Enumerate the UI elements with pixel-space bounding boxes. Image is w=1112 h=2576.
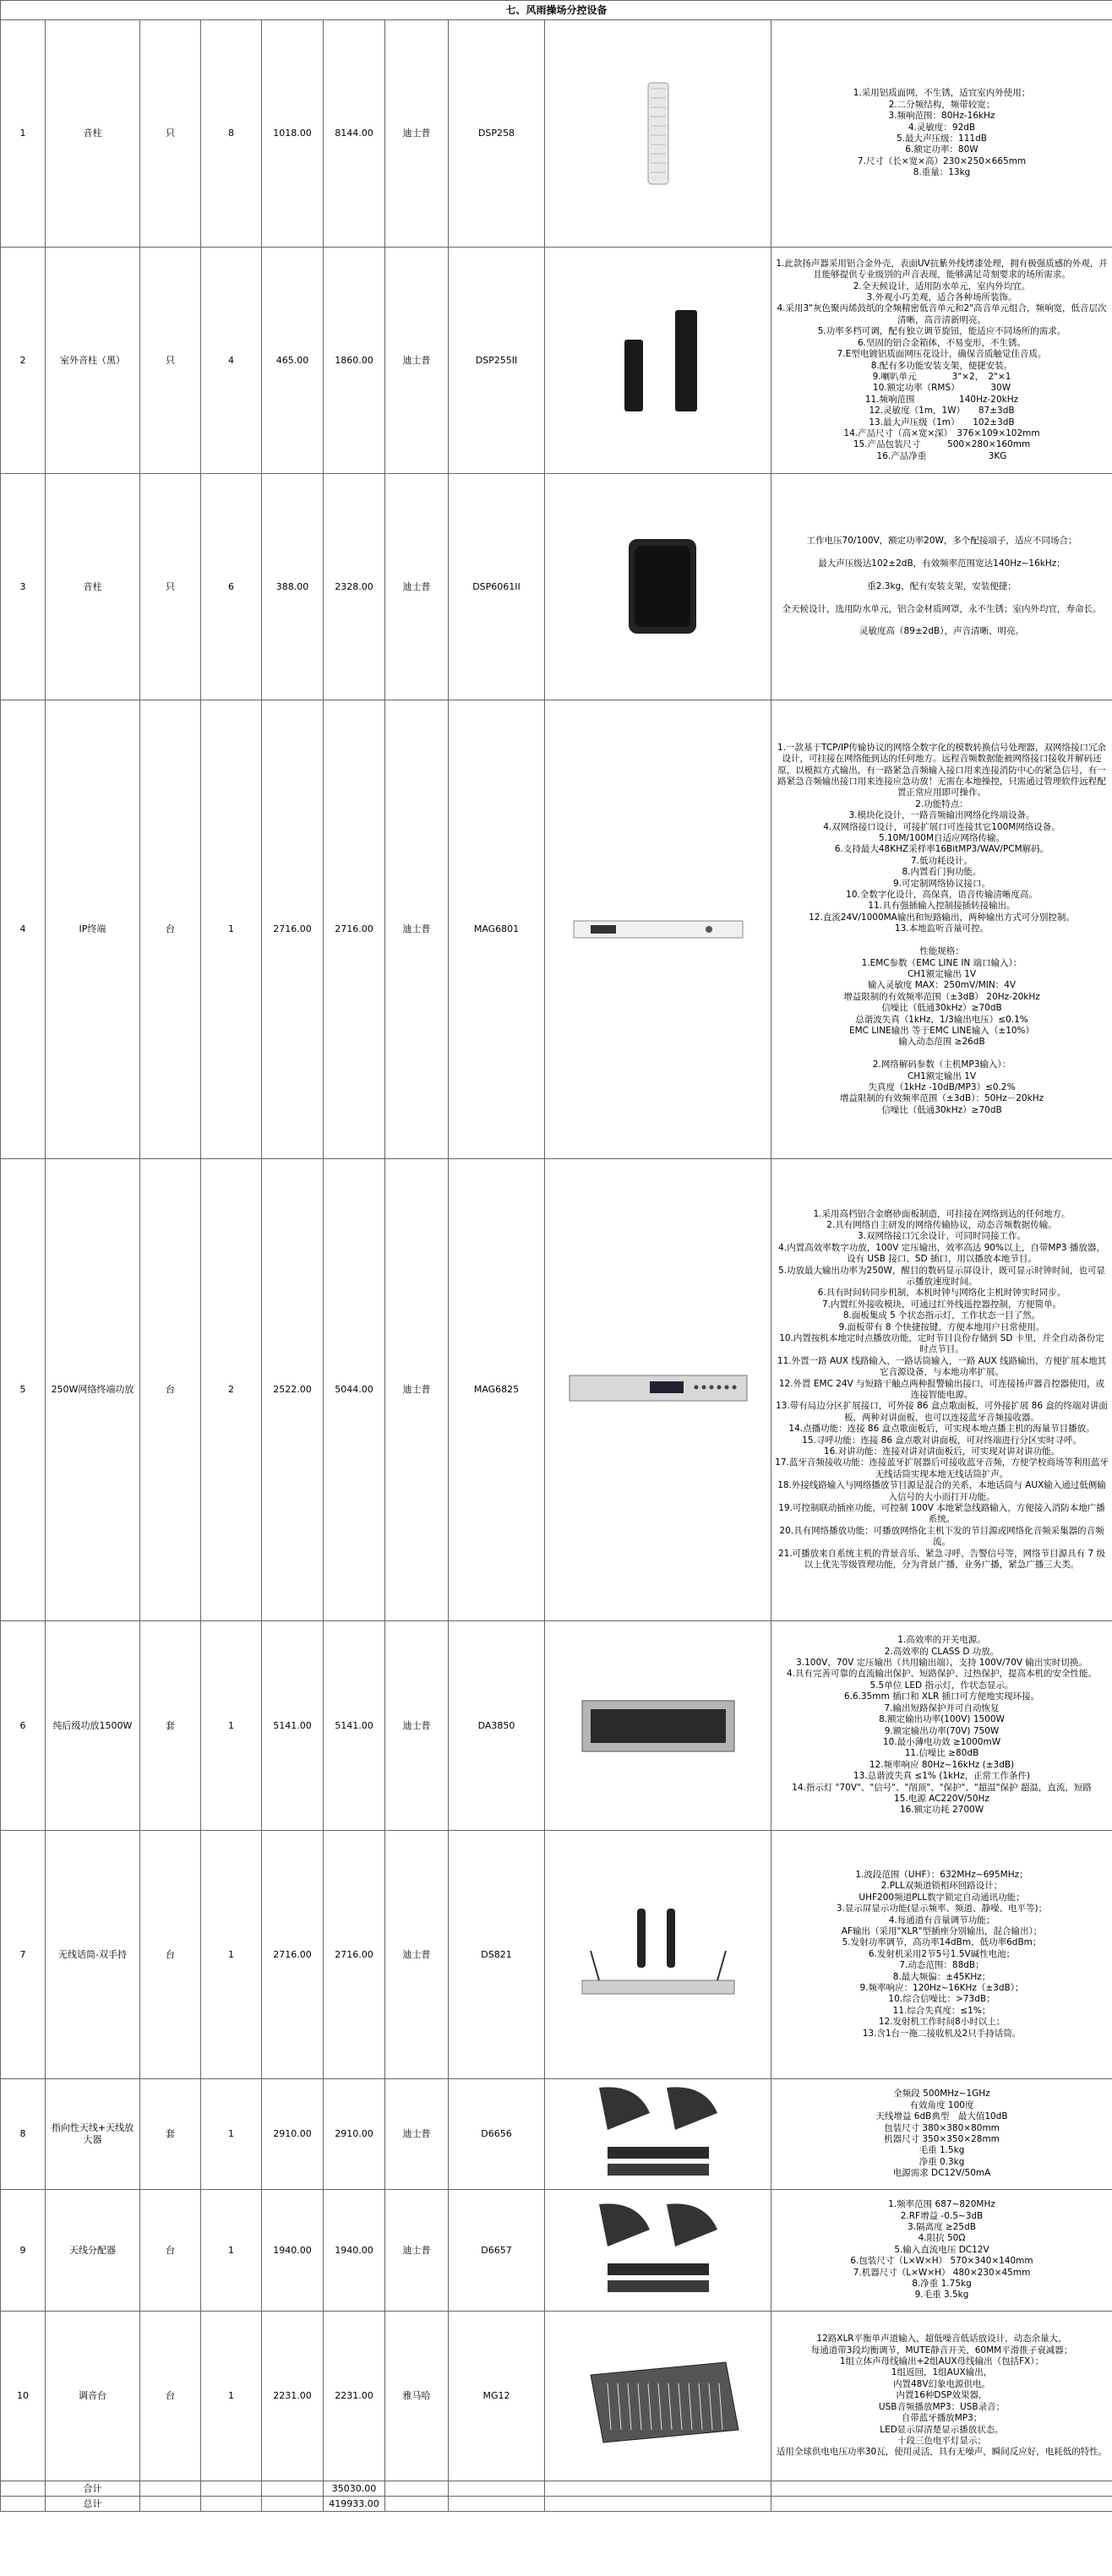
spec-line: 8.配有多功能安装支架，便捷安装。 — [870, 360, 1013, 371]
spec-line: 1.采用铝质面网，不生锈，适宜室内外使用； — [853, 88, 1031, 99]
spec-line: 6.支持最大48KHZ采样率16BitMP3/WAV/PCM解码。 — [834, 844, 1049, 855]
spec-line: 1.波段范围（UHF）：632MHz~695MHz； — [855, 1869, 1028, 1880]
item-brand: 迪士普 — [385, 700, 449, 1159]
item-unit: 台 — [140, 1831, 201, 2079]
spec-line: 8.净重 1.75kg — [912, 2279, 972, 2290]
item-model: DSP258 — [449, 20, 545, 248]
spec-line — [775, 547, 1109, 558]
subtotal-label: 合计 — [46, 2481, 140, 2497]
item-model: DSP6061II — [449, 474, 545, 700]
spec-line: 1.高效率的开关电源。 — [897, 1635, 986, 1646]
spec-line: 14.点播功能：连接 86 盒点歌面板后，可实现本地点播主机的海量节目播放。 — [788, 1424, 1095, 1435]
item-quantity: 1 — [201, 2079, 262, 2190]
spec-line: 4.具有完善可靠的直流输出保护、短路保护、过热保护，提高本机的安全性能。 — [786, 1669, 1098, 1680]
item-total-price: 2910.00 — [324, 2079, 385, 2190]
spec-line: 8.重量：13kg — [913, 167, 971, 178]
spec-line: 13.含1台一拖二接收机及2只手持话筒。 — [862, 2028, 1022, 2039]
item-spec — [771, 2079, 1112, 2190]
item-brand: 迪士普 — [385, 1621, 449, 1831]
spec-line: 适用全球供电电压功率30瓦，使用灵活，具有无噪声，瞬间反应好，电耗低的特性。 — [776, 2447, 1108, 2458]
table-title: 七、风雨操场分控设备 — [1, 1, 1112, 20]
spec-line: 7.动态范围：88dB； — [899, 1960, 984, 1971]
spec-line: 1.EMC参数（EMC LINE IN 端口输入）： — [861, 957, 1022, 968]
item-name: 音柱 — [46, 474, 140, 700]
item-spec — [771, 248, 1112, 474]
item-name: 纯后级功放1500W — [46, 1621, 140, 1831]
grandtotal-row — [1, 2497, 1112, 2512]
item-quantity: 1 — [201, 2190, 262, 2312]
spec-line: 灵敏度高（89±2dB），声音清晰、明亮。 — [859, 626, 1024, 637]
spec-line: 有效角度 100度 — [909, 2099, 974, 2110]
spec-line: 9.额定输出功率(70V) 750W — [884, 1725, 1000, 1736]
spec-line: 总谐波失真（1kHz，1/3输出电压）≤0.1% — [855, 1014, 1028, 1025]
spec-line: 12.灵敏度（1m，1W） 87±3dB — [869, 406, 1015, 417]
item-total-price: 2328.00 — [324, 474, 385, 700]
empty-cell — [449, 2497, 545, 2512]
spec-line: 性能规格： — [919, 946, 964, 957]
table-title-row — [1, 1, 1112, 20]
table-row — [1, 1159, 1112, 1621]
spec-line: 6.6.35mm 插口和 XLR 插口可方便地实现环接。 — [843, 1691, 1040, 1702]
spec-line: 6.具有时间转同步机制，本机时钟与网络化主机时钟实时同步。 — [817, 1288, 1066, 1299]
item-unit: 台 — [140, 1159, 201, 1621]
empty-cell — [545, 2497, 771, 2512]
spec-line: 15.电源 AC220V/50Hz — [894, 1793, 989, 1804]
spec-line: 7.E型电镀铝质面网压花设计，确保音质触觉佳音质。 — [837, 349, 1047, 360]
item-image — [545, 2190, 771, 2312]
spec-line: 4.阻抗 50Ω — [918, 2233, 966, 2244]
item-spec — [771, 474, 1112, 700]
item-image — [545, 2312, 771, 2481]
item-brand: 迪士普 — [385, 2079, 449, 2190]
item-brand: 迪士普 — [385, 1159, 449, 1621]
spec-line: 11.具有强插输入控制接插转接输出。 — [868, 901, 1016, 912]
table-row — [1, 248, 1112, 474]
item-unit-price: 2716.00 — [262, 700, 324, 1159]
item-name: 无线话筒-双手持 — [46, 1831, 140, 2079]
spec-line: 12路XLR平衡单声道输入，超低噪音低话放设计，动态余量大， — [816, 2334, 1067, 2345]
spec-line: 每通道带3段均衡调节，MUTE静音开关，60MM平滑推子衰减器； — [810, 2345, 1073, 2355]
item-unit: 只 — [140, 248, 201, 474]
item-name: 调音台 — [46, 2312, 140, 2481]
spec-line: 12.发射机工作时间8小时以上； — [878, 2017, 1006, 2028]
spec-line: 9.面板带有 8 个快捷按键，方便本地用户日常使用。 — [838, 1321, 1045, 1332]
item-total-price: 1860.00 — [324, 248, 385, 474]
spec-line: 净重 0.3kg — [918, 2156, 965, 2167]
item-total-price: 2231.00 — [324, 2312, 385, 2481]
spec-line: 13.带有局边分区扩展接口，可外接 86 盒点歌面板，可外接扩展 86 盒的终端对讲面板，两种对讲面板，也可以连接蓝牙音频接收器。 — [776, 1401, 1108, 1423]
spec-line: 增益限制的有效频率范围（±3dB） 20Hz-20kHz — [843, 991, 1040, 1002]
row-number: 10 — [1, 2312, 46, 2481]
spec-line: 2.高效率的 CLASS D 功放。 — [884, 1646, 1000, 1657]
item-total-price: 8144.00 — [324, 20, 385, 248]
spec-line: 工作电压70/100V，额定功率20W，多个配接端子，适应不同场合； — [806, 536, 1077, 547]
item-unit-price: 5141.00 — [262, 1621, 324, 1831]
empty-cell — [771, 2481, 1112, 2497]
item-brand: 迪士普 — [385, 474, 449, 700]
spec-line: 全频段 500MHz~1GHz — [893, 2089, 990, 2099]
item-image — [545, 2079, 771, 2190]
table-row — [1, 20, 1112, 248]
spec-line: 8.额定输出功率(100V) 1500W — [879, 1714, 1005, 1725]
spec-line: 11.外置一路 AUX 线路输入，一路话筒输入，一路 AUX 线路输出，方便扩展本地其它音源设备，与本地功率扩展。 — [777, 1355, 1107, 1378]
item-image — [545, 474, 771, 700]
spec-line: 增益限制的有效频率范围（±3dB）：50Hz－20kHz — [839, 1093, 1044, 1104]
spec-line: 5.输入直流电压 DC12V — [894, 2244, 989, 2255]
spec-line: 11.频响范围 140Hz-20kHz — [864, 394, 1019, 405]
spec-line: USB音频播放MP3：USB录音； — [878, 2401, 1006, 2412]
row-number: 2 — [1, 248, 46, 474]
item-model: DA3850 — [449, 1621, 545, 1831]
spec-line: 3.双网络接口冗余设计，可同时同接工作。 — [857, 1231, 1027, 1242]
spec-line: 9.频率响应：120Hz~16KHz（±3dB）； — [859, 1983, 1024, 1994]
spec-line: 12.直流24V/1000MA输出和短路输出，两种输出方式可分别控制。 — [809, 912, 1075, 923]
empty-cell — [545, 2481, 771, 2497]
spec-line: 7.输出短路保护并可自动恢复 — [884, 1702, 1000, 1713]
table-row — [1, 2190, 1112, 2312]
spec-line: 18.外接线路输入与网络播放节目源是混合的关系，本地话筒与 AUX输入通过低侧输入信号的大小而打开功能。 — [777, 1480, 1106, 1502]
spec-line — [775, 615, 1109, 626]
spec-line: 3.显示屏显示功能(显示频率、频道、静噪、电平等)； — [836, 1903, 1048, 1914]
spec-line: AF输出（采用"XLR"型插座分别输出，混合输出）； — [841, 1925, 1043, 1936]
item-unit: 台 — [140, 700, 201, 1159]
spec-line: 自带蓝牙播放MP3； — [901, 2413, 983, 2424]
spec-line: 1.一款基于TCP/IP传输协议的网络全数字化的模数转换信号处理器，双网络接口冗余设计，可挂接在网络能到达的任何地方。远程音频数据能被网络接口接收并解码还原，以模拟方式输出，有一路紧急音频输入接口用来连接消防中心的紧急信号，有一路紧急音频输出接口用来连接应急功放！无需在本地操控，只需通过管理软件远程配置正常应用即可操作。 — [777, 742, 1106, 798]
spec-line: 13.本地监听音量可控。 — [894, 923, 989, 934]
directional-antenna-icon — [557, 2079, 760, 2189]
item-unit: 套 — [140, 1621, 201, 1831]
spec-line: 6.坚固的铝合金箱体，不易变形，不生锈。 — [857, 337, 1027, 348]
spec-line — [775, 1048, 1109, 1059]
item-unit-price: 1940.00 — [262, 2190, 324, 2312]
spec-line — [775, 592, 1109, 603]
row-number: 6 — [1, 1621, 46, 1831]
item-unit-price: 2522.00 — [262, 1159, 324, 1621]
item-quantity: 2 — [201, 1159, 262, 1621]
spec-line: 7.内置红外接收模块，可通过红外线遥控器控制，方便简单。 — [821, 1299, 1062, 1310]
spec-line: 输入灵敏度 MAX：250mV/MIN：4V — [867, 980, 1017, 991]
empty-cell — [449, 2481, 545, 2497]
spec-line: 17.蓝牙音频接收功能：连接蓝牙扩展器后可接收蓝牙音频，方便学校商场等利用蓝牙无线话筒实现本地无线话筒扩声。 — [775, 1457, 1109, 1479]
spec-line: 电源需求 DC12V/50mA — [892, 2168, 991, 2179]
grandtotal-value: 419933.00 — [324, 2497, 385, 2512]
spec-line: 14.指示灯 "70V"、"信号"、"削顶"、"保护"、"超温"保护 超温，直流，短路 — [792, 1782, 1092, 1793]
spec-line: 最大声压级达102±2dB，有效频率范围宽达140Hz~16kHz； — [818, 558, 1066, 569]
item-total-price: 5141.00 — [324, 1621, 385, 1831]
spec-line: 6.额定功率：80W — [905, 144, 978, 155]
item-image — [545, 700, 771, 1159]
item-model: D6656 — [449, 2079, 545, 2190]
grandtotal-spacer — [1, 2497, 46, 2512]
item-unit-price: 2910.00 — [262, 2079, 324, 2190]
spec-line: 5.5单位 LED 指示灯，作状态显示。 — [869, 1680, 1014, 1691]
item-image — [545, 20, 771, 248]
item-unit-price: 2231.00 — [262, 2312, 324, 2481]
spec-line: 8.最大频偏：±45KHz； — [892, 1971, 991, 1982]
item-spec — [771, 20, 1112, 248]
spec-line: 全天候设计，选用防水单元，铝合金材质网罩，永不生锈；室内外均宜，寿命长。 — [782, 603, 1102, 614]
subtotal-row — [1, 2481, 1112, 2497]
spec-line: 13.总谐波失真 ≤1% (1kHz，正常工作条件) — [853, 1771, 1031, 1782]
subtotal-spacer — [1, 2481, 46, 2497]
item-unit: 套 — [140, 2079, 201, 2190]
spec-line: UHF200频道PLL数字锁定自动通讯功能； — [859, 1892, 1025, 1903]
spec-line: 14.产品尺寸（高×宽×深） 376×109×102mm — [843, 428, 1040, 438]
item-name: 音柱 — [46, 20, 140, 248]
spec-line: 4.采用3"灰色聚丙烯鼓纸的全频精密低音单元和2"高音单元组合，频响宽，低音层次清晰，高音清新明亮。 — [777, 303, 1107, 325]
item-image — [545, 1831, 771, 2079]
spec-line: 4.内置高效率数字功放，100V 定压输出，效率高达 90%以上，自带MP3 播放器，设有 USB 接口、SD 插口，用以播放本地节目。 — [778, 1242, 1105, 1265]
item-quantity: 1 — [201, 2312, 262, 2481]
subtotal-value: 35030.00 — [324, 2481, 385, 2497]
table-row — [1, 1621, 1112, 1831]
spec-line: 信噪比（低通30kHz）≥70dB — [881, 1104, 1002, 1115]
item-brand: 迪士普 — [385, 248, 449, 474]
spec-line: 1组返回，1组AUX输出， — [891, 2367, 993, 2378]
spec-line: 包装尺寸 380×380×80mm — [884, 2122, 1000, 2133]
spec-line: 9.可定制网络协议接口。 — [892, 878, 991, 889]
item-model: DSP255II — [449, 248, 545, 474]
item-unit: 只 — [140, 20, 201, 248]
spec-line: 2.功能特点： — [915, 798, 968, 809]
spec-line: 1.频率范围 687~820MHz — [888, 2199, 995, 2210]
item-model: MAG6825 — [449, 1159, 545, 1621]
item-unit: 台 — [140, 2190, 201, 2312]
spec-line: 2.具有网络自主研发的网络传输协议，动态音频数据传输。 — [826, 1219, 1057, 1230]
spec-line: 12.外置 EMC 24V 与短路干触点两种报警输出接口，可连接扬声器音控器使用，或连接智能电源。 — [778, 1378, 1105, 1400]
empty-cell — [201, 2481, 262, 2497]
item-spec — [771, 1831, 1112, 2079]
spec-line: 16.产品净重 3KG — [876, 450, 1007, 461]
item-brand: 雅马哈 — [385, 2312, 449, 2481]
spec-line: 11.信噪比 ≥80dB — [904, 1748, 979, 1759]
item-spec — [771, 2190, 1112, 2312]
spec-line: CH1额定输出 1V — [907, 1070, 977, 1081]
power-amplifier-icon — [557, 1671, 760, 1781]
spec-line: 3.频响范围：80Hz-16kHz — [888, 111, 995, 122]
spec-line: 6.发射机采用2节5号1.5V碱性电池； — [868, 1948, 1016, 1959]
item-total-price: 2716.00 — [324, 1831, 385, 2079]
spec-line: 输入动态范围 ≥26dB — [898, 1037, 985, 1048]
row-number: 9 — [1, 2190, 46, 2312]
row-number: 3 — [1, 474, 46, 700]
spec-line: 5.发射功率调节，高功率14dBm，低功率6dBm； — [842, 1937, 1042, 1948]
item-unit-price: 465.00 — [262, 248, 324, 474]
item-total-price: 2716.00 — [324, 700, 385, 1159]
spec-line — [775, 935, 1109, 946]
empty-cell — [262, 2481, 324, 2497]
spec-line: CH1额定输出 1V — [907, 968, 977, 979]
spec-line: 3.100V，70V 定压输出（共用输出端），支持 100V/70V 输出实时切换。 — [796, 1658, 1087, 1669]
antenna-splitter-icon — [557, 2196, 760, 2306]
item-model: MG12 — [449, 2312, 545, 2481]
item-model: D6657 — [449, 2190, 545, 2312]
spec-line: 5.最大声压级：111dB — [897, 133, 987, 144]
spec-line: 失真度（1kHz -10dB/MP3）≤0.2% — [868, 1081, 1016, 1092]
spec-line: 7.低功耗设计。 — [910, 855, 973, 866]
row-number: 7 — [1, 1831, 46, 2079]
item-image — [545, 1159, 771, 1621]
spec-line: 9.喇叭单元 3"×2， 2"×1 — [872, 371, 1011, 382]
empty-cell — [201, 2497, 262, 2512]
spec-line: LED显示屏清楚显示播放状态。 — [880, 2424, 1004, 2435]
item-unit-price: 388.00 — [262, 474, 324, 700]
spec-line: 7.尺寸（长×宽×高）230×250×665mm — [857, 155, 1027, 166]
item-total-price: 1940.00 — [324, 2190, 385, 2312]
spec-line: 2.全天候设计，适用防水单元，室内外均宜。 — [853, 280, 1031, 291]
item-brand: 迪士普 — [385, 20, 449, 248]
item-unit: 台 — [140, 2312, 201, 2481]
spec-line: 2.PLL双频道锁相环回路设计； — [880, 1881, 1003, 1892]
empty-cell — [771, 2497, 1112, 2512]
spec-line: 10.综合信噪比：>73dB； — [888, 1994, 995, 2005]
table-row — [1, 1831, 1112, 2079]
item-brand: 迪士普 — [385, 1831, 449, 2079]
row-number: 1 — [1, 20, 46, 248]
spec-line: 毛重 1.5kg — [918, 2145, 965, 2156]
spec-line: 5.10M/100M自适应网络传输。 — [878, 833, 1006, 844]
item-name: 天线分配器 — [46, 2190, 140, 2312]
row-number: 5 — [1, 1159, 46, 1621]
spec-line: 20.具有网络播放功能：可播放网络化主机下发的节目源或网络化音频采集器的音频流。 — [779, 1525, 1104, 1548]
spec-line: 16.对讲功能：连接对讲对讲面板后，可实现对讲对讲功能。 — [823, 1446, 1060, 1457]
item-quantity: 4 — [201, 248, 262, 474]
mixing-console-icon — [557, 2341, 760, 2451]
item-unit: 只 — [140, 474, 201, 700]
spec-line: 内置16种DSP效果器， — [896, 2390, 988, 2401]
item-quantity: 1 — [201, 700, 262, 1159]
item-quantity: 1 — [201, 1621, 262, 1831]
spec-line — [775, 569, 1109, 580]
grandtotal-label: 总计 — [46, 2497, 140, 2512]
table-row — [1, 2079, 1112, 2190]
spec-line: 3.外观小巧美观，适合各种场所装饰。 — [866, 292, 1017, 303]
spec-line: 19.可控制联动插座功能，可控制 100V 本地紧急线路输入，方便接入消防本地广播系统。 — [778, 1503, 1105, 1525]
spec-line: EMC LINE输出 等于EMC LINE输入（±10%） — [848, 1025, 1035, 1036]
table-row — [1, 2312, 1112, 2481]
item-spec — [771, 700, 1112, 1159]
spec-line: 5.功率多档可调，配有独立调节旋钮，能适应不同场所的需求。 — [817, 326, 1066, 337]
network-amplifier-icon — [557, 1335, 760, 1445]
item-spec — [771, 2312, 1112, 2481]
empty-cell — [140, 2481, 201, 2497]
spec-line: 11.综合失真度：≤1%； — [892, 2005, 991, 2016]
outdoor-column-speaker-icon — [557, 306, 760, 416]
item-model: DS821 — [449, 1831, 545, 2079]
item-name: 250W网络终端功放 — [46, 1159, 140, 1621]
spec-line: 8.内置看门狗功能。 — [902, 867, 982, 878]
item-spec — [771, 1159, 1112, 1621]
spec-line: 4.灵敏度：92dB — [908, 122, 976, 133]
item-spec — [771, 1621, 1112, 1831]
spec-line: 15.寻呼功能：连接 86 盒点歌对讲面板，可对终端进行分区实时寻呼。 — [802, 1435, 1082, 1446]
spec-line: 1组立体声母线输出+2组AUX母线输出（包括FX）； — [839, 2356, 1044, 2367]
spec-line: 4.双网络接口设计，可接扩展口可连接其它100M网络设备。 — [823, 821, 1060, 832]
spec-line: 1.采用高档铝合金磨砂面板制造，可挂接在网络到达的任何地方。 — [813, 1208, 1071, 1219]
spec-line: 15.产品包装尺寸 500×280×160mm — [853, 439, 1031, 450]
spec-line: 13.最大声压级（1m） 102±3dB — [869, 417, 1015, 428]
empty-cell — [385, 2481, 449, 2497]
item-total-price: 5044.00 — [324, 1159, 385, 1621]
item-unit-price: 1018.00 — [262, 20, 324, 248]
spec-line: 信噪比（低通30kHz）≥70dB — [881, 1003, 1002, 1014]
spec-line: 内置48V幻象电源供电。 — [892, 2378, 991, 2389]
ip-terminal-icon — [557, 874, 760, 984]
item-name: 室外音柱（黑） — [46, 248, 140, 474]
wall-speaker-icon — [557, 532, 760, 642]
empty-cell — [385, 2497, 449, 2512]
spec-line: 10.最小薄电功效 ≥1000mW — [882, 1736, 1001, 1747]
wireless-microphone-icon — [557, 1900, 760, 2010]
spec-line: 3.隔离度 ≥25dB — [908, 2221, 976, 2232]
table-row — [1, 700, 1112, 1159]
row-number: 8 — [1, 2079, 46, 2190]
spec-line: 机器尺寸 350×350×28mm — [884, 2134, 1000, 2144]
spec-line: 十段三色电平灯显示； — [897, 2435, 986, 2446]
item-quantity: 8 — [201, 20, 262, 248]
spec-line: 10.内置按机本地定时点播放功能，定时节目良份存储到 SD 卡里，并全自动备份定时点节目。 — [779, 1332, 1104, 1355]
row-number: 4 — [1, 700, 46, 1159]
column-speaker-icon — [557, 79, 760, 188]
spec-line: 10.全数字化设计，高保真，语音传输清晰度高。 — [846, 890, 1038, 901]
spec-line: 重2.3kg，配有安装支架，安装便捷； — [867, 580, 1017, 591]
table-row — [1, 474, 1112, 700]
item-name: 指向性天线+天线放大器 — [46, 2079, 140, 2190]
item-image — [545, 248, 771, 474]
spec-line: 16.额定功耗 2700W — [899, 1805, 984, 1816]
spec-line: 5.功放最大输出功率为250W，醒目的数码显示屏设计，既可显示时钟时间，也可显示播放速度时间。 — [778, 1265, 1105, 1287]
spec-line: 21.可播放来自系统主机的背景音乐、紧急寻呼，告警信号等，网络节目源具有 7 级以上优先等级管理功能，分为背景广播，业务广播，紧急广播三大类。 — [777, 1548, 1106, 1571]
empty-cell — [262, 2497, 324, 2512]
spec-line: 2.二分频结构，频带较宽； — [888, 99, 995, 110]
spec-line: 6.包装尺寸（L×W×H） 570×340×140mm — [850, 2256, 1033, 2267]
spec-line: 9.毛重 3.5kg — [914, 2290, 969, 2301]
spec-line: 2.RF增益 -0.5~3dB — [900, 2210, 984, 2221]
spec-line: 4.每通道有音量调节功能； — [888, 1914, 995, 1925]
spec-line: 10.额定功率（RMS） 30W — [872, 383, 1011, 394]
item-name: IP终端 — [46, 700, 140, 1159]
empty-cell — [140, 2497, 201, 2512]
item-quantity: 1 — [201, 1831, 262, 2079]
spec-line: 8.面板集成 5 个状态指示灯，工作状态一目了然。 — [842, 1310, 1041, 1321]
item-model: MAG6801 — [449, 700, 545, 1159]
item-unit-price: 2716.00 — [262, 1831, 324, 2079]
item-brand: 迪士普 — [385, 2190, 449, 2312]
spec-line: 天线增益 6dB典型 最大值10dB — [875, 2111, 1008, 2122]
spec-line: 12.频率响应 80Hz~16kHz (±3dB) — [869, 1759, 1015, 1770]
spec-line: 1.此款扬声器采用铝合金外壳，表面UV抗紫外线烤漆处理，拥有极强质感的外观，并且能够提供专业级别的声音表现，能够满足苛刻要求的场所需求。 — [776, 258, 1108, 280]
item-image — [545, 1621, 771, 1831]
spec-line: 3.模块化设计，一路音频输出网络化终端设备。 — [848, 810, 1035, 821]
spec-line: 7.机器尺寸（L×W×H） 480×230×45mm — [853, 2267, 1031, 2278]
spec-line: 2.网络解码参数（主机MP3输入）： — [872, 1059, 1011, 1070]
item-quantity: 6 — [201, 474, 262, 700]
